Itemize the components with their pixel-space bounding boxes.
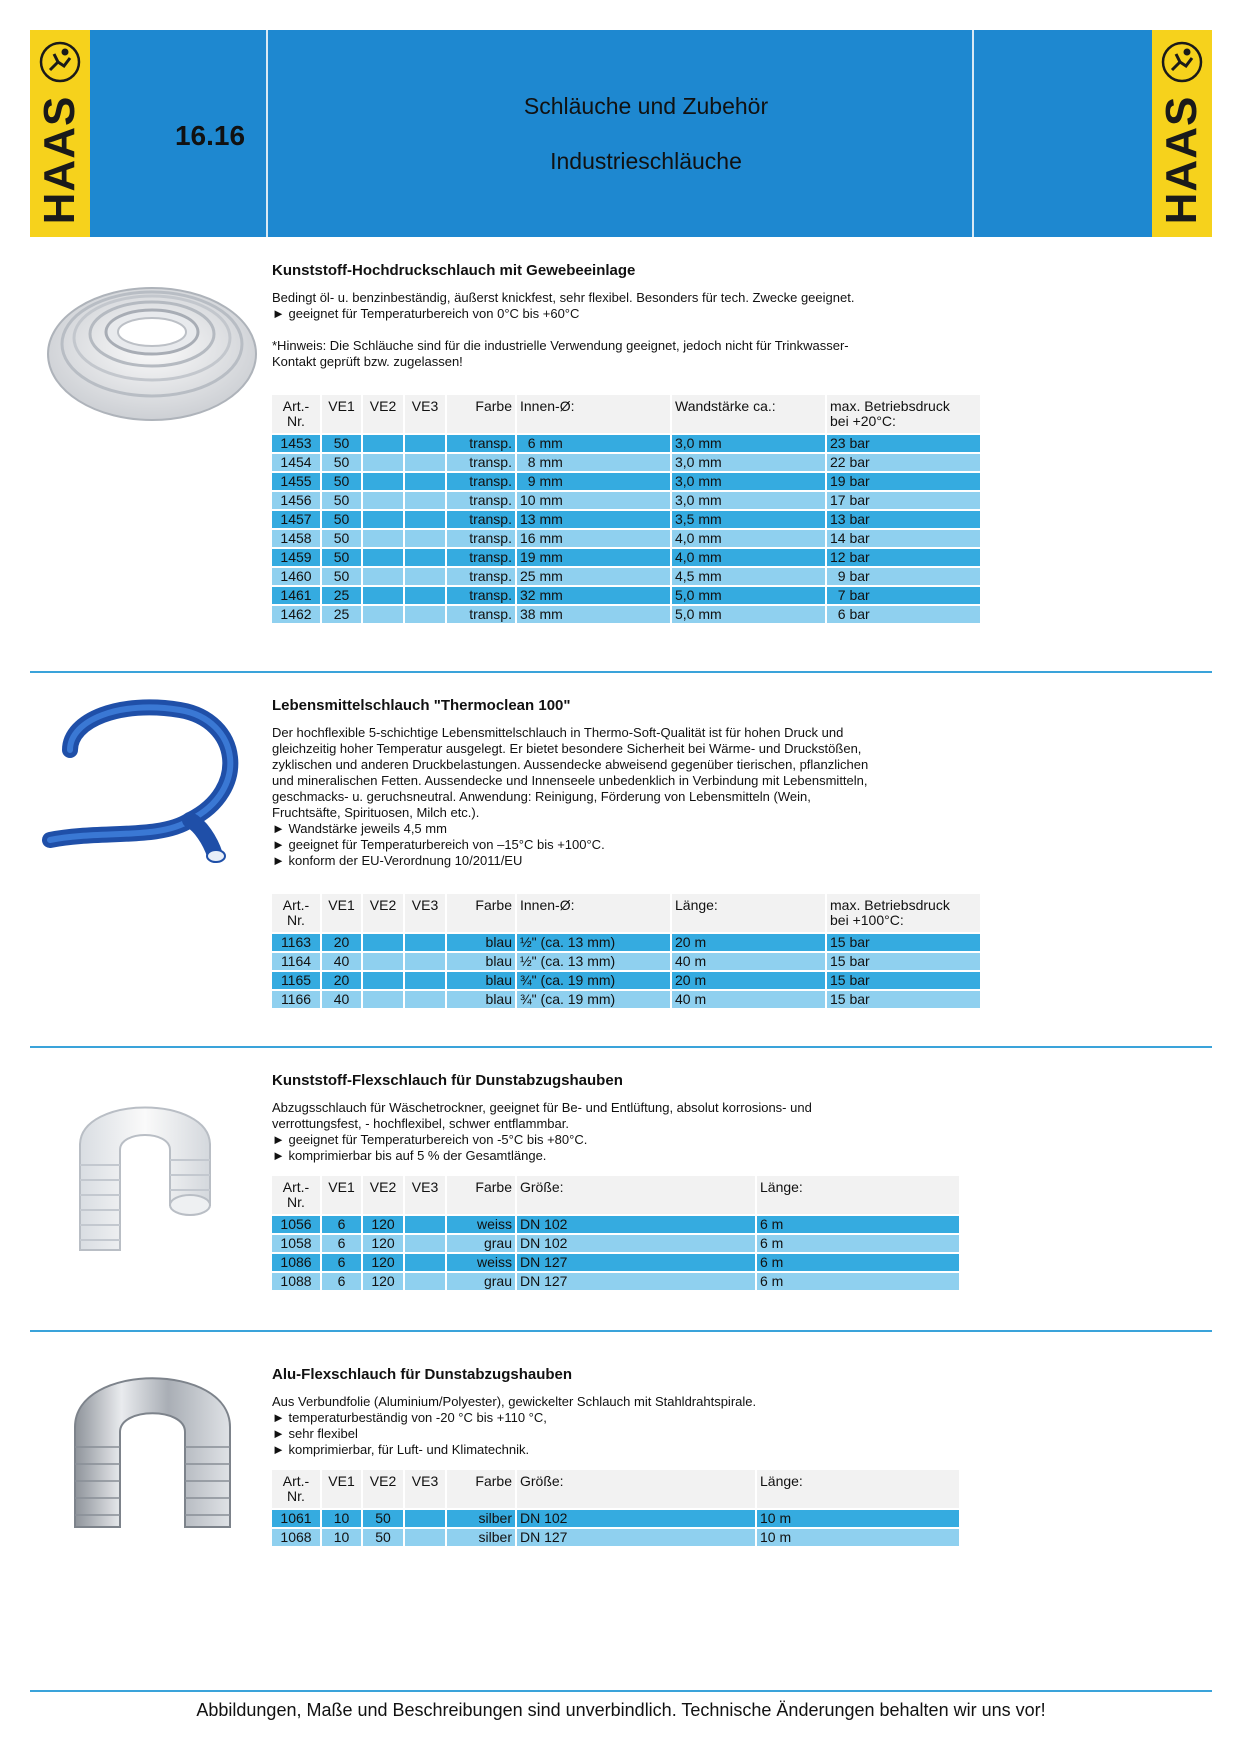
- table-cell: transp.: [447, 530, 515, 547]
- blue-food-hose-icon: [40, 690, 260, 865]
- description-line: ► temperaturbeständig von -20 °C bis +110 °C,: [272, 1410, 547, 1425]
- white-flex-duct-icon: [40, 1075, 260, 1255]
- description-line: ► konform der EU-Verordnung 10/2011/EU: [272, 853, 523, 868]
- table-cell: silber: [447, 1510, 515, 1527]
- product-table: [270, 1174, 961, 1292]
- table-cell: 6 m: [757, 1235, 959, 1252]
- table-cell: 6: [322, 1216, 361, 1233]
- description-line: gleichzeitig hoher Temperatur ausgelegt. Er bietet besondere Sicherheit bei Wärme- und Druckstößen,: [272, 741, 862, 756]
- table-cell: [405, 492, 445, 509]
- description-line: verrottungsfest, - hochflexibel, schwer entflammbar.: [272, 1116, 569, 1131]
- table-cell: 16 mm: [517, 530, 670, 547]
- aluminium-flex-duct-icon: [40, 1352, 260, 1532]
- product-description: [272, 290, 952, 370]
- column-header: Größe:: [517, 1470, 755, 1508]
- description-line: ► sehr flexibel: [272, 1426, 358, 1441]
- column-header: max. Betriebsdruck bei +20°C:: [827, 395, 980, 433]
- table-cell: 19 mm: [517, 549, 670, 566]
- table-header-row: [272, 1470, 959, 1508]
- table-cell: 1061: [272, 1510, 320, 1527]
- table-cell: ½" (ca. 13 mm): [517, 953, 670, 970]
- table-cell: 3,0 mm: [672, 492, 825, 509]
- table-cell: ¾" (ca. 19 mm): [517, 991, 670, 1008]
- table-cell: 6 bar: [827, 606, 980, 623]
- table-cell: [405, 1235, 445, 1252]
- description-line: ► geeignet für Temperaturbereich von –15°C bis +100°C.: [272, 837, 605, 852]
- table-cell: 10 m: [757, 1529, 959, 1546]
- table-cell: DN 102: [517, 1235, 755, 1252]
- description-line: Abzugsschlauch für Wäschetrockner, geeignet für Be- und Entlüftung, absolut korrosions- und: [272, 1100, 812, 1115]
- table-cell: 1462: [272, 606, 320, 623]
- table-cell: 120: [363, 1254, 403, 1271]
- column-header: Art.- Nr.: [272, 395, 320, 433]
- column-header: VE2: [363, 1176, 403, 1214]
- table-cell: [405, 1216, 445, 1233]
- table-cell: 22 bar: [827, 454, 980, 471]
- table-cell: [405, 454, 445, 471]
- column-header: Farbe: [447, 395, 515, 433]
- table-cell: 10 mm: [517, 492, 670, 509]
- table-row: [272, 492, 980, 509]
- product-title: Lebensmittelschlauch "Thermoclean 100": [272, 697, 571, 714]
- table-cell: 10: [322, 1529, 361, 1546]
- column-header: Farbe: [447, 894, 515, 932]
- table-cell: [363, 568, 403, 585]
- description-line: ► geeignet für Temperaturbereich von -5°C bis +80°C.: [272, 1132, 588, 1147]
- table-cell: blau: [447, 953, 515, 970]
- table-cell: [363, 991, 403, 1008]
- table-cell: 9 bar: [827, 568, 980, 585]
- table-cell: 5,0 mm: [672, 606, 825, 623]
- table-cell: 40 m: [672, 991, 825, 1008]
- coiled-clear-hose-icon: [40, 272, 260, 422]
- header-divider: [972, 30, 974, 237]
- table-cell: [405, 1254, 445, 1271]
- table-cell: transp.: [447, 511, 515, 528]
- table-cell: [363, 934, 403, 951]
- table-cell: 38 mm: [517, 606, 670, 623]
- table-cell: 40: [322, 953, 361, 970]
- table-row: [272, 1254, 959, 1271]
- table-cell: 6 m: [757, 1254, 959, 1271]
- description-line: ► Wandstärke jeweils 4,5 mm: [272, 821, 447, 836]
- table-cell: 50: [322, 511, 361, 528]
- table-cell: 50: [322, 568, 361, 585]
- table-cell: 6: [322, 1254, 361, 1271]
- table-cell: [363, 549, 403, 566]
- table-cell: 23 bar: [827, 435, 980, 452]
- table-cell: 1460: [272, 568, 320, 585]
- description-line: ► geeignet für Temperaturbereich von 0°C bis +60°C: [272, 306, 580, 321]
- column-header: Innen-Ø:: [517, 894, 670, 932]
- table-cell: [363, 953, 403, 970]
- description-line: [272, 322, 952, 338]
- table-cell: 10: [322, 1510, 361, 1527]
- table-cell: 50: [363, 1529, 403, 1546]
- product-description: [272, 1394, 952, 1458]
- table-cell: 1086: [272, 1254, 320, 1271]
- table-cell: 4,0 mm: [672, 549, 825, 566]
- table-cell: 1068: [272, 1529, 320, 1546]
- table-cell: 15 bar: [827, 934, 980, 951]
- column-header: max. Betriebsdruck bei +100°C:: [827, 894, 980, 932]
- table-cell: 40: [322, 991, 361, 1008]
- table-header-row: [272, 894, 980, 932]
- table-cell: [405, 1529, 445, 1546]
- table-cell: 1163: [272, 934, 320, 951]
- table-cell: [405, 530, 445, 547]
- table-cell: 3,5 mm: [672, 511, 825, 528]
- table-row: [272, 435, 980, 452]
- table-row: [272, 991, 980, 1008]
- table-cell: 15 bar: [827, 953, 980, 970]
- table-cell: DN 127: [517, 1273, 755, 1290]
- description-line: Kontakt geprüft bzw. zugelassen!: [272, 354, 463, 369]
- table-cell: [363, 435, 403, 452]
- column-header: VE2: [363, 894, 403, 932]
- column-header: VE3: [405, 1470, 445, 1508]
- table-cell: 6 mm: [517, 435, 670, 452]
- column-header: Farbe: [447, 1470, 515, 1508]
- product-description: [272, 1100, 952, 1164]
- table-cell: 13 mm: [517, 511, 670, 528]
- table-cell: 1457: [272, 511, 320, 528]
- header-title: Schläuche und Zubehör: [523, 93, 769, 119]
- description-line: und mineralischen Fetten. Aussendecke und Innenseele unbedenklich in Verbindung mit Lebensmitteln,: [272, 773, 868, 788]
- table-cell: weiss: [447, 1254, 515, 1271]
- table-cell: 3,0 mm: [672, 435, 825, 452]
- table-cell: 5,0 mm: [672, 587, 825, 604]
- description-line: geschmacks- u. geruchsneutral. Anwendung: Reinigung, Förderung von Lebensmitteln (Wein,: [272, 789, 811, 804]
- section-divider: [30, 1330, 1212, 1332]
- table-cell: 10 m: [757, 1510, 959, 1527]
- table-cell: [405, 991, 445, 1008]
- column-header: VE2: [363, 395, 403, 433]
- table-cell: blau: [447, 991, 515, 1008]
- table-cell: weiss: [447, 1216, 515, 1233]
- table-cell: 15 bar: [827, 972, 980, 989]
- table-cell: [363, 473, 403, 490]
- table-cell: transp.: [447, 568, 515, 585]
- table-cell: transp.: [447, 549, 515, 566]
- table-row: [272, 1529, 959, 1546]
- table-row: [272, 530, 980, 547]
- page-header: [30, 30, 1212, 237]
- table-cell: 9 mm: [517, 473, 670, 490]
- description-line: *Hinweis: Die Schläuche sind für die industrielle Verwendung geeignet, jedoch nicht für Trinkwasser-: [272, 338, 849, 353]
- haas-logo-left: [30, 30, 90, 237]
- table-cell: 1058: [272, 1235, 320, 1252]
- table-cell: 1459: [272, 549, 320, 566]
- table-cell: [405, 606, 445, 623]
- table-row: [272, 568, 980, 585]
- table-cell: [405, 934, 445, 951]
- table-row: [272, 454, 980, 471]
- table-cell: [363, 606, 403, 623]
- table-cell: 6: [322, 1273, 361, 1290]
- column-header: VE3: [405, 894, 445, 932]
- table-cell: 1456: [272, 492, 320, 509]
- table-cell: 120: [363, 1216, 403, 1233]
- logo-text: HAAS: [1157, 95, 1206, 225]
- table-cell: 50: [322, 454, 361, 471]
- table-cell: [405, 1273, 445, 1290]
- table-cell: 50: [363, 1510, 403, 1527]
- table-cell: 50: [322, 435, 361, 452]
- table-cell: [405, 587, 445, 604]
- product-description: [272, 725, 952, 869]
- table-cell: silber: [447, 1529, 515, 1546]
- table-row: [272, 1216, 959, 1233]
- table-cell: transp.: [447, 473, 515, 490]
- table-cell: 120: [363, 1235, 403, 1252]
- header-subtitle: Industrieschläuche: [550, 148, 742, 174]
- table-cell: 6: [322, 1235, 361, 1252]
- table-row: [272, 1510, 959, 1527]
- figure-icon: [38, 40, 82, 84]
- table-cell: 17 bar: [827, 492, 980, 509]
- product-table: [270, 892, 982, 1010]
- table-cell: 4,0 mm: [672, 530, 825, 547]
- description-line: Fruchtsäfte, Spirituosen, Milch etc.).: [272, 805, 480, 820]
- table-row: [272, 1235, 959, 1252]
- table-cell: grau: [447, 1235, 515, 1252]
- table-cell: 50: [322, 549, 361, 566]
- table-cell: [363, 454, 403, 471]
- table-cell: 19 bar: [827, 473, 980, 490]
- table-cell: [405, 511, 445, 528]
- table-cell: 7 bar: [827, 587, 980, 604]
- table-row: [272, 972, 980, 989]
- table-cell: 1165: [272, 972, 320, 989]
- table-cell: 1455: [272, 473, 320, 490]
- table-cell: 6 m: [757, 1216, 959, 1233]
- table-cell: 6 m: [757, 1273, 959, 1290]
- table-cell: transp.: [447, 454, 515, 471]
- column-header: VE2: [363, 1470, 403, 1508]
- table-cell: 40 m: [672, 953, 825, 970]
- product-title: Kunststoff-Flexschlauch für Dunstabzugshauben: [272, 1072, 623, 1089]
- table-cell: 50: [322, 492, 361, 509]
- table-cell: 50: [322, 530, 361, 547]
- table-cell: [363, 587, 403, 604]
- table-row: [272, 934, 980, 951]
- table-cell: ½" (ca. 13 mm): [517, 934, 670, 951]
- product-title: Kunststoff-Hochdruckschlauch mit Gewebeeinlage: [272, 262, 636, 279]
- product-title: Alu-Flexschlauch für Dunstabzugshauben: [272, 1366, 573, 1383]
- column-header: Art.- Nr.: [272, 1176, 320, 1214]
- description-line: Der hochflexible 5-schichtige Lebensmittelschlauch in Thermo-Soft-Qualität ist für hohen Druck und: [272, 725, 844, 740]
- table-cell: 1453: [272, 435, 320, 452]
- table-cell: [363, 511, 403, 528]
- description-line: ► komprimierbar, für Luft- und Klimatechnik.: [272, 1442, 530, 1457]
- footer-disclaimer: Abbildungen, Maße und Beschreibungen sind unverbindlich. Technische Änderungen behalten wir uns vor!: [196, 1700, 1046, 1720]
- footer-divider: [30, 1690, 1212, 1692]
- table-cell: 1166: [272, 991, 320, 1008]
- product-table: [270, 393, 982, 625]
- section-divider: [30, 671, 1212, 673]
- table-cell: [363, 492, 403, 509]
- table-cell: DN 127: [517, 1529, 755, 1546]
- table-cell: 1461: [272, 587, 320, 604]
- table-cell: 25 mm: [517, 568, 670, 585]
- table-cell: [405, 568, 445, 585]
- table-cell: 13 bar: [827, 511, 980, 528]
- table-cell: 20 m: [672, 972, 825, 989]
- table-cell: blau: [447, 934, 515, 951]
- table-cell: 32 mm: [517, 587, 670, 604]
- table-cell: 1454: [272, 454, 320, 471]
- description-line: ► komprimierbar bis auf 5 % der Gesamtlänge.: [272, 1148, 547, 1163]
- table-cell: [405, 473, 445, 490]
- page-number: 16.16: [174, 120, 246, 151]
- table-cell: transp.: [447, 606, 515, 623]
- table-row: [272, 473, 980, 490]
- table-cell: 25: [322, 587, 361, 604]
- table-cell: 3,0 mm: [672, 473, 825, 490]
- column-header: VE3: [405, 1176, 445, 1214]
- column-header: VE1: [322, 894, 361, 932]
- column-header: Länge:: [757, 1176, 959, 1214]
- table-cell: transp.: [447, 435, 515, 452]
- table-cell: [363, 972, 403, 989]
- column-header: Farbe: [447, 1176, 515, 1214]
- table-cell: 8 mm: [517, 454, 670, 471]
- description-line: Aus Verbundfolie (Aluminium/Polyester), gewickelter Schlauch mit Stahldrahtspirale.: [272, 1394, 757, 1409]
- table-cell: transp.: [447, 492, 515, 509]
- table-cell: 20 m: [672, 934, 825, 951]
- column-header: Art.- Nr.: [272, 1470, 320, 1508]
- table-cell: grau: [447, 1273, 515, 1290]
- table-cell: 20: [322, 972, 361, 989]
- logo-text: HAAS: [35, 95, 84, 225]
- table-cell: 1056: [272, 1216, 320, 1233]
- table-cell: 1088: [272, 1273, 320, 1290]
- column-header: Wandstärke ca.:: [672, 395, 825, 433]
- column-header: VE1: [322, 1470, 361, 1508]
- table-cell: 120: [363, 1273, 403, 1290]
- table-cell: [405, 1510, 445, 1527]
- table-cell: 12 bar: [827, 549, 980, 566]
- product-table: [270, 1468, 961, 1548]
- haas-logo-right: [1152, 30, 1212, 237]
- table-cell: ¾" (ca. 19 mm): [517, 972, 670, 989]
- column-header: Größe:: [517, 1176, 755, 1214]
- column-header: Innen-Ø:: [517, 395, 670, 433]
- table-row: [272, 587, 980, 604]
- table-cell: 1458: [272, 530, 320, 547]
- table-cell: 50: [322, 473, 361, 490]
- table-row: [272, 953, 980, 970]
- table-cell: [405, 953, 445, 970]
- section-divider: [30, 1046, 1212, 1048]
- table-row: [272, 549, 980, 566]
- table-row: [272, 1273, 959, 1290]
- table-row: [272, 606, 980, 623]
- table-cell: [405, 549, 445, 566]
- table-cell: blau: [447, 972, 515, 989]
- table-cell: transp.: [447, 587, 515, 604]
- table-header-row: [272, 1176, 959, 1214]
- table-cell: 25: [322, 606, 361, 623]
- column-header: VE3: [405, 395, 445, 433]
- description-line: Bedingt öl- u. benzinbeständig, äußerst knickfest, sehr flexibel. Besonders für tech. Zwecke geeignet.: [272, 290, 855, 305]
- table-cell: 3,0 mm: [672, 454, 825, 471]
- description-line: zyklischen und anderen Druckbelastungen. Aussendecke abweisend gegenüber tierischen, pflanzlichen: [272, 757, 869, 772]
- column-header: Art.- Nr.: [272, 894, 320, 932]
- column-header: VE1: [322, 1176, 361, 1214]
- table-cell: 1164: [272, 953, 320, 970]
- header-divider: [266, 30, 268, 237]
- table-header-row: [272, 395, 980, 433]
- figure-icon: [1160, 40, 1204, 84]
- table-cell: [363, 530, 403, 547]
- table-row: [272, 511, 980, 528]
- column-header: Länge:: [757, 1470, 959, 1508]
- column-header: Länge:: [672, 894, 825, 932]
- table-cell: 14 bar: [827, 530, 980, 547]
- table-cell: DN 102: [517, 1510, 755, 1527]
- table-cell: DN 127: [517, 1254, 755, 1271]
- table-cell: DN 102: [517, 1216, 755, 1233]
- table-cell: 4,5 mm: [672, 568, 825, 585]
- table-cell: [405, 972, 445, 989]
- table-cell: [405, 435, 445, 452]
- column-header: VE1: [322, 395, 361, 433]
- table-cell: 20: [322, 934, 361, 951]
- table-cell: 15 bar: [827, 991, 980, 1008]
